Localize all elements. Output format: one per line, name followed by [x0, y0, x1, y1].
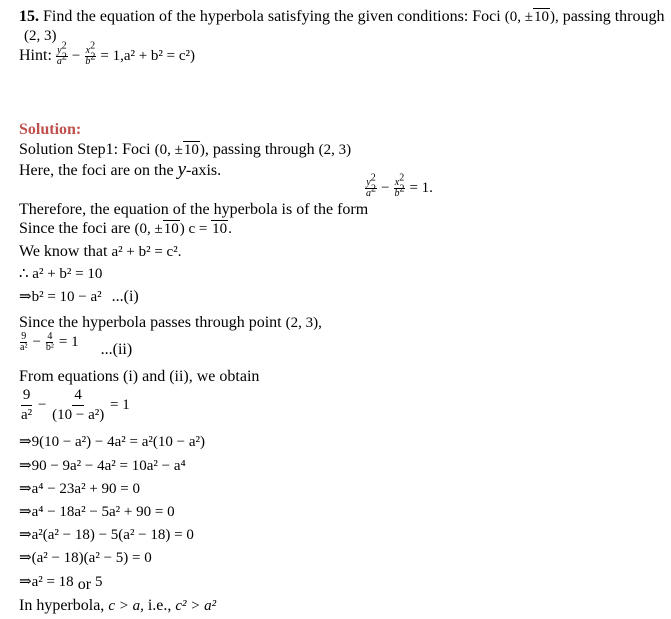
hint-line: Hint: $\frac{y^2}{a^2}$ − $\frac{x^2}{b^2}$ = 1,a² + b² = c²)	[19, 40, 196, 67]
step-s5: ⇒a²(a² − 18) − 5(a² − 18) = 0	[19, 527, 194, 543]
step-s2: ⇒90 − 9a² − 4a² = 10a² − a⁴	[19, 458, 186, 474]
question-passing: passing through	[562, 8, 665, 25]
step-s3: ⇒a⁴ − 23a² + 90 = 0	[19, 481, 140, 497]
equation-ii: $\frac{9}{\text{a²}}$ − $\frac{4}{\text{b²}}$ = 1 ...(ii)	[20, 331, 133, 359]
step-line-1: ∴ a² + b² = 10	[19, 266, 103, 282]
hint-label: Hint:	[19, 47, 52, 65]
hint-fraction-y: $\frac{y^2}{a^2}$	[56, 40, 67, 67]
from-equations-line: From equations (i) and (ii), we obtain	[19, 368, 260, 385]
question-line	[19, 7, 664, 27]
therefore-line: Therefore, the equation of the hyperbola is of the form	[19, 201, 369, 218]
big-equation: $\frac{9}{\text{a²}}$ − $\frac{4}{\text{(10 − a²)}}$ = 1	[21, 387, 130, 423]
question-number: 15.	[19, 8, 39, 25]
question-point: (2, 3)	[24, 28, 57, 44]
step-s7: ⇒a² = 18 or 5	[19, 574, 103, 593]
solution-step1: Solution Step1: Foci (0, ±10), passing through (2, 3)	[19, 141, 352, 158]
passes-line: Since the hyperbola passes through point (2, 3),	[19, 314, 322, 331]
step-s6: ⇒(a² − 18)(a² − 5) = 0	[19, 550, 152, 566]
step-s4: ⇒a⁴ − 18a² − 5a² + 90 = 0	[19, 504, 175, 520]
question-foci: (0, ±10),	[504, 9, 559, 25]
hint-fraction-x: $\frac{x^2}{b^2}$	[85, 40, 96, 67]
solution-heading: Solution:	[19, 121, 82, 138]
last-line: In hyperbola, c > a, i.e., c² > a²	[19, 597, 217, 614]
step-line-2: ⇒b² = 10 − a² ...(i)	[19, 288, 139, 305]
foci-axis-line: Here, the foci are on the y-axis.	[19, 159, 222, 180]
step-s1: ⇒9(10 − a²) − 4a² = a²(10 − a²)	[19, 434, 206, 450]
question-text: Find the equation of the hyperbola satisfying the given conditions: Foci	[43, 8, 501, 25]
since-foci-line: Since the foci are (0, ±10) c = 10.	[19, 220, 232, 237]
know-line: We know that a² + b² = c².	[19, 243, 182, 260]
hint-rest: = 1,a² + b² = c²)	[100, 48, 196, 65]
form-fraction: $\frac{y^2}{a^2}$ − $\frac{x^2}{b^2}$ = 1.	[366, 172, 433, 199]
